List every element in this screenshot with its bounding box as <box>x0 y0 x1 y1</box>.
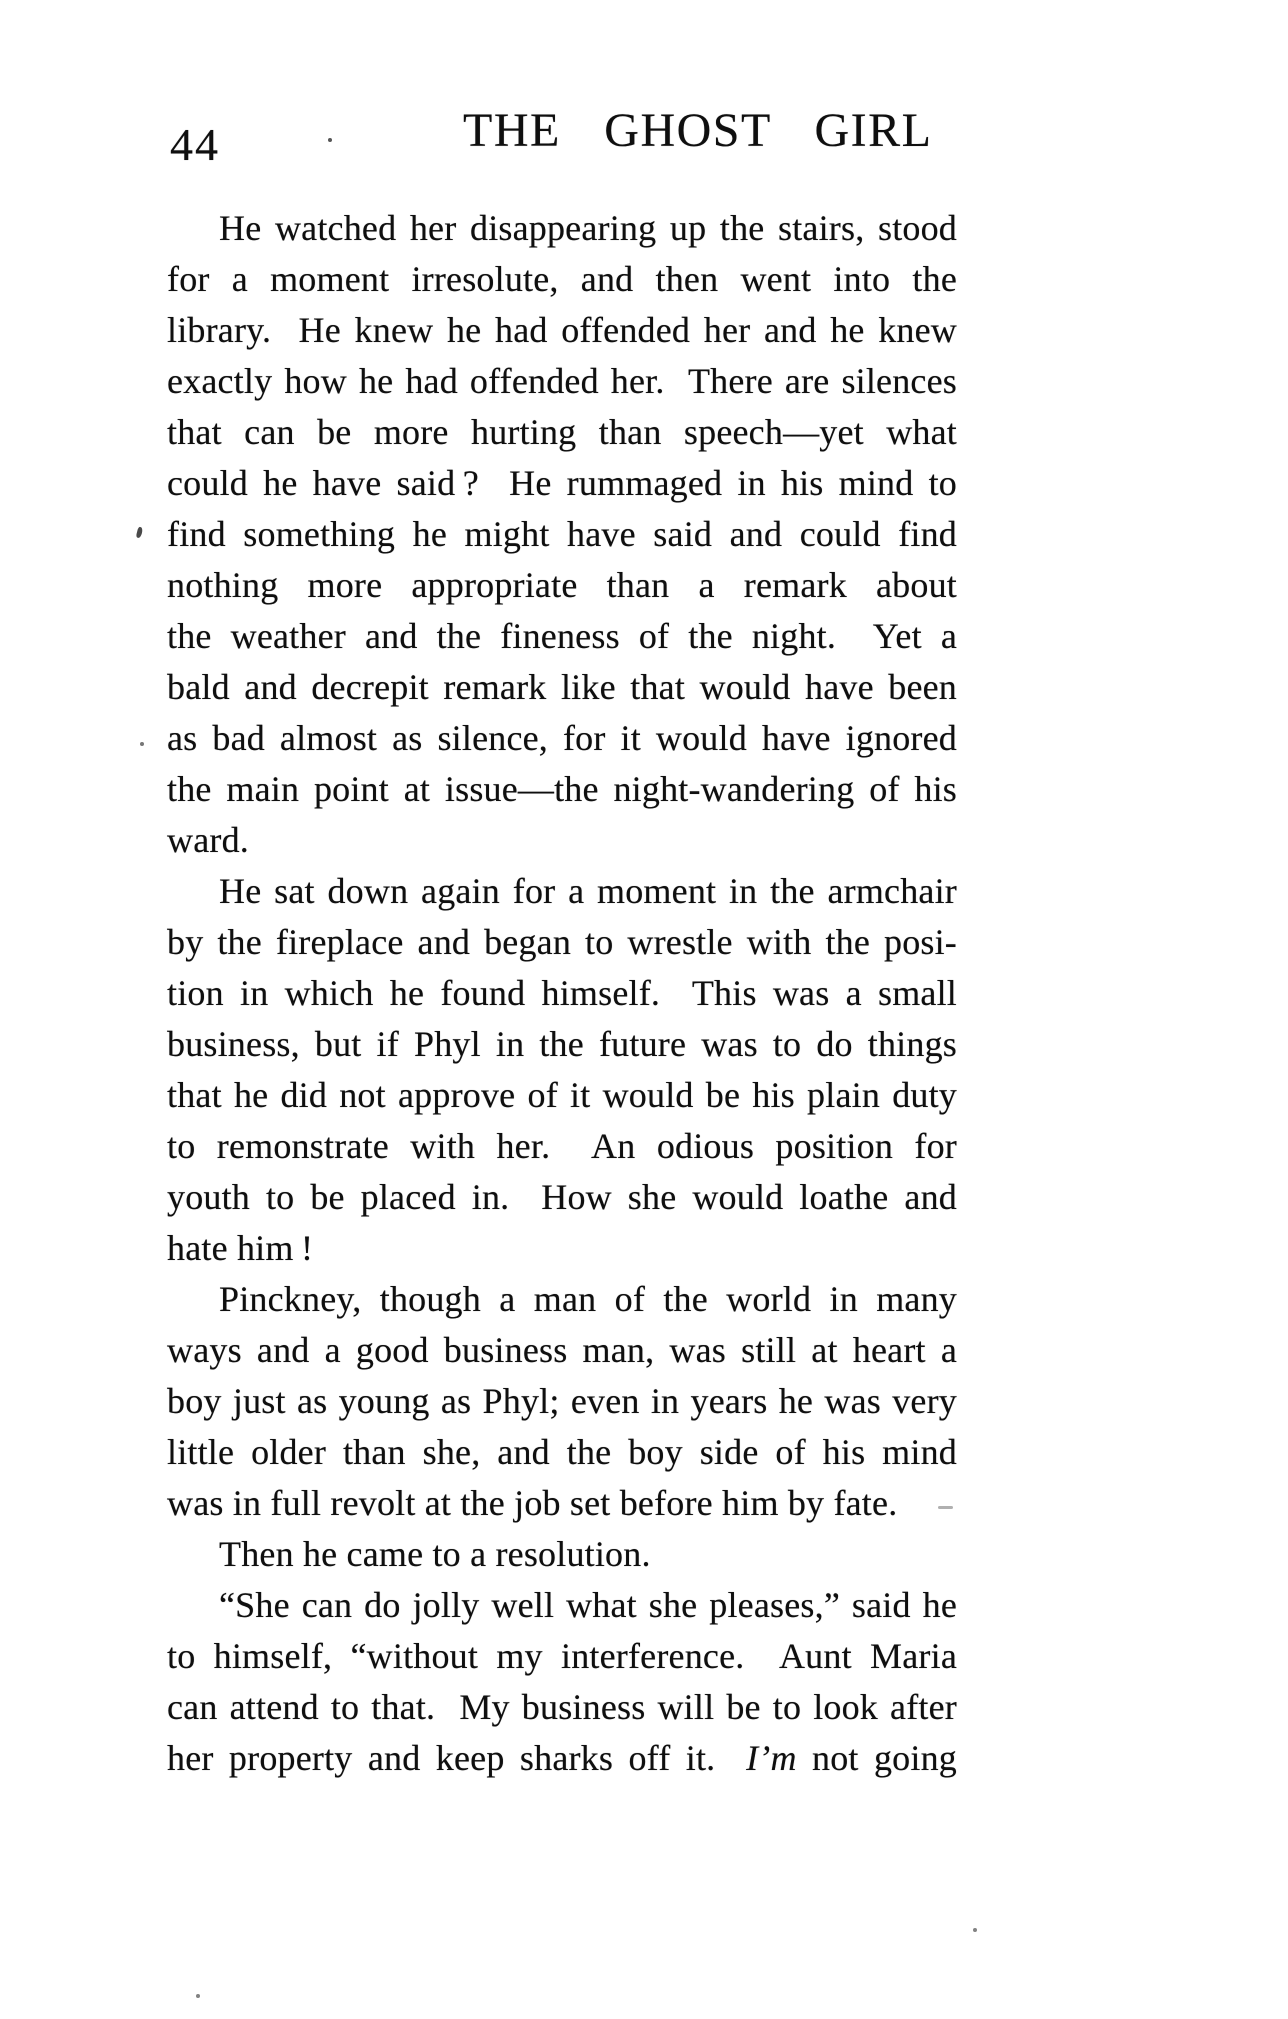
italic-text: I’m <box>746 1738 797 1778</box>
page-number: 44 <box>170 119 220 170</box>
text-line: library. He knew he had offended her and he knew <box>167 310 957 350</box>
text-line: tion in which he found himself. This was a small <box>167 973 957 1013</box>
text-line: by the fireplace and began to wrestle with the posi- <box>167 922 957 962</box>
text-line: to himself, “without my interference. Aunt Maria <box>167 1636 957 1676</box>
paragraph <box>167 1580 957 1784</box>
text-line: the weather and the fineness of the night. Yet a <box>167 616 957 656</box>
text-line: can attend to that. My business will be to look after <box>167 1687 957 1727</box>
text-line: the main point at issue—the night-wandering of his <box>167 769 957 809</box>
running-title: THE GHOST GIRL <box>463 104 933 157</box>
ink-speck <box>196 1994 200 1998</box>
text-line: could he have said ? He rummaged in his mind to <box>167 463 957 503</box>
text-line: that he did not approve of it would be his plain duty <box>167 1075 957 1115</box>
text-line: Pinckney, though a man of the world in many <box>219 1279 957 1319</box>
text-line: He sat down again for a moment in the armchair <box>219 871 957 911</box>
ink-speck <box>328 138 332 142</box>
text-line: ward. <box>167 820 249 860</box>
text-line: youth to be placed in. How she would loathe and <box>167 1177 957 1217</box>
text-line: as bad almost as silence, for it would have ignored <box>167 718 957 758</box>
text-line: Then he came to a resolution. <box>219 1534 651 1574</box>
ink-speck <box>973 1928 977 1932</box>
text-line: business, but if Phyl in the future was to do things <box>167 1024 957 1064</box>
ink-speck <box>140 742 144 746</box>
ink-speck <box>136 527 144 539</box>
text-line: to remonstrate with her. An odious position for <box>167 1126 957 1166</box>
text-segment: not going <box>796 1738 957 1778</box>
text-line: was in full revolt at the job set before him by fate. <box>167 1483 898 1523</box>
text-line: hate him ! <box>167 1228 314 1268</box>
paragraph <box>167 1274 957 1529</box>
paragraph <box>167 203 957 866</box>
text-line <box>167 1733 957 1784</box>
text-line: for a moment irresolute, and then went into the <box>167 259 957 299</box>
ink-speck <box>938 1506 953 1509</box>
text-line: boy just as young as Phyl; even in years he was very <box>167 1381 957 1421</box>
text-line: exactly how he had offended her. There are silences <box>167 361 957 401</box>
text-line: nothing more appropriate than a remark about <box>167 565 957 605</box>
paragraph <box>167 1529 957 1580</box>
text-segment: her property and keep sharks off it. <box>167 1738 747 1778</box>
text-line: that can be more hurting than speech—yet what <box>167 412 957 452</box>
text-line: He watched her disappearing up the stairs, stood <box>219 208 957 248</box>
text-line: ways and a good business man, was still at heart a <box>167 1330 957 1370</box>
text-line: find something he might have said and could find <box>167 514 957 554</box>
text-line: bald and decrepit remark like that would have been <box>167 667 957 707</box>
text-line: little older than she, and the boy side of his mind <box>167 1432 957 1472</box>
body-text <box>167 203 957 1784</box>
page-header <box>0 0 1288 175</box>
text-line: “She can do jolly well what she pleases,” said he <box>219 1585 957 1625</box>
paragraph <box>167 866 957 1274</box>
